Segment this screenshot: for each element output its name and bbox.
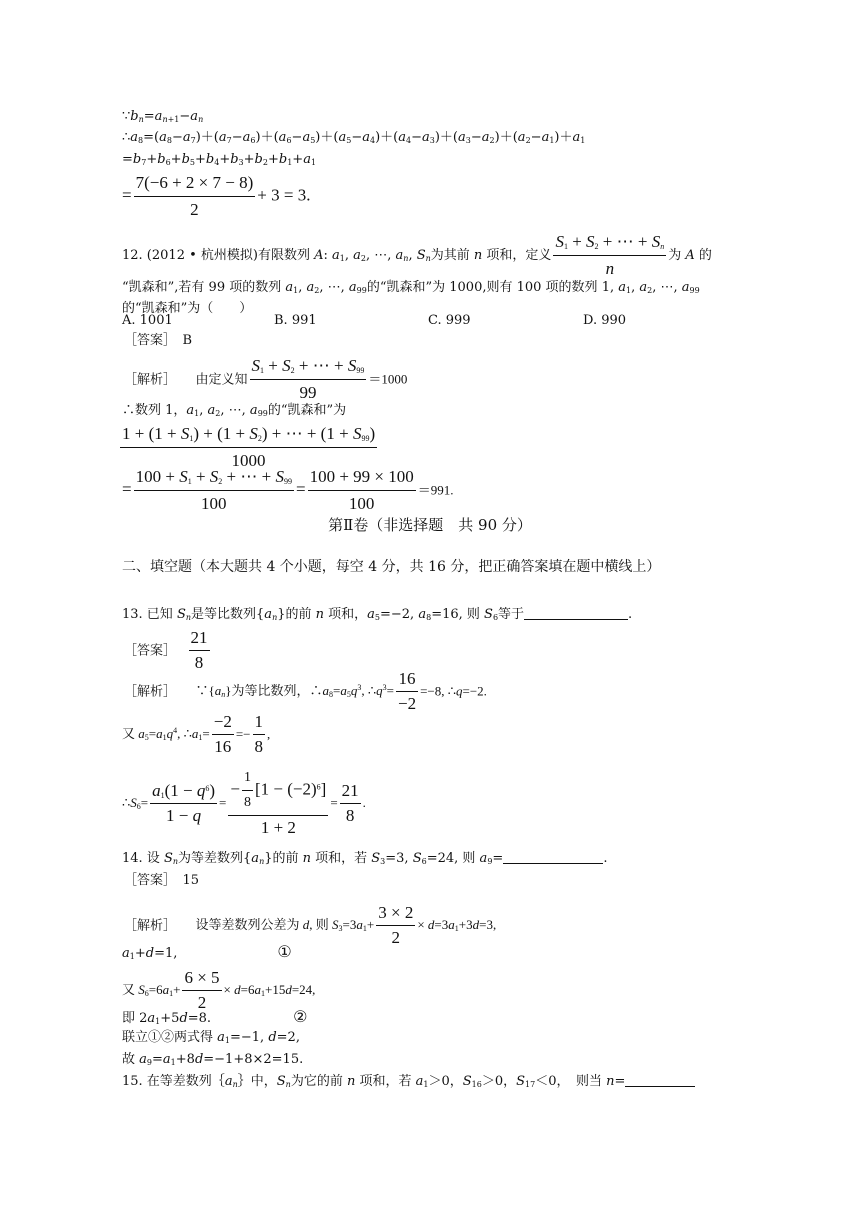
p14-answer-label: ［答案］ (124, 873, 170, 888)
p14-analysis-line-2: $a_1+d=1$, ① (122, 942, 292, 961)
p13-analysis-fraction-6 (340, 781, 361, 826)
p13-analysis-fraction-6-den: 8 (345, 805, 355, 825)
p12-option-a[interactable]: A. 1001 (122, 313, 173, 328)
p12-answer (124, 332, 192, 350)
p14-analysis-fraction-1 (376, 903, 415, 948)
p12-option-d[interactable]: D. 990 (583, 313, 627, 328)
p12-option-c[interactable]: C. 999 (428, 313, 471, 328)
p11-result: + 3 = 3. (257, 185, 311, 205)
p11-fraction (134, 172, 256, 221)
p12-analysis-prefix: 由定义知 (195, 371, 248, 387)
p12-answer-value: B (182, 333, 193, 348)
p12-analysis-fraction-1: $\frac{S_1 + S_2 + \cdots + S_{99}}{99}$ (251, 356, 365, 402)
p13-analysis-fraction-1-den: −2 (397, 694, 417, 713)
p14-analysis-fraction-2-den: 2 (197, 993, 207, 1012)
p15-answer-blank[interactable] (625, 1074, 695, 1087)
p13-inner-fraction-den: 8 (243, 795, 251, 810)
p13-analysis-fraction-6-num: 21 (340, 781, 361, 804)
p14-analysis-fraction-1-num: 3 × 2 (376, 903, 415, 926)
p12-stem-line-2: “凯森和”,若有 99 项的数列 $a_1$, $a_2$, ⋯, $a_{99}$的“凯森和”为 1000,则有 100 项的数列 1, $a_1$, $a_2$, ⋯, $a_{99}$ (122, 280, 700, 295)
p13-analysis-equals: =− (235, 726, 251, 742)
p13-analysis-fraction-1 (396, 669, 418, 714)
p12-analysis-fraction-1-den: 99 (299, 383, 317, 402)
p13-analysis-line-1: ［解析］ $\because\{a_n\}$为等比数列，$\therefore a_8=a_5q^3$, $\therefore q^3=$ $\frac{16}{-2}$ =−8, ∴q=−2. (124, 669, 487, 713)
p12-analysis-line-1 (124, 355, 407, 404)
p13-analysis-line-2: 又 $a_5=a_1q^4$, $\therefore a_1=$ $\frac{-2}{16}$ =− $\frac{1}{8}$ , (122, 712, 271, 756)
p14-answer-value: 15 (182, 873, 200, 888)
section-heading: 二、填空题（本大题共 4 个小题，每空 4 分，共 16 分，把正确答案填在题中横线上） (122, 559, 661, 575)
p14-analysis-fraction-1-den: 2 (391, 928, 401, 947)
p12-analysis-fraction-3-den: 100 (201, 494, 227, 513)
p12-analysis-result-2: ＝991. (417, 482, 454, 498)
p14-answer-blank[interactable] (503, 851, 603, 864)
p12-answer-label: ［答案］ (124, 333, 170, 348)
p12-options (122, 312, 626, 330)
p13-analysis-fraction-5-den: 1 + 2 (260, 818, 296, 837)
p12-analysis-line-3 (120, 423, 377, 472)
p13-analysis-line-3: $\therefore S_6=$ $\frac{a_1(1 - q^6)}{1 - q}$ = − $\frac{1}{8}$ $[1 - (-2)^6]$ 1 + 2 = $\frac{21}{8}$ . (122, 770, 366, 837)
p12-option-b[interactable]: B. 991 (274, 313, 317, 328)
p13-analysis-fraction-1-num: 16 (396, 669, 418, 692)
p12-definition-fraction: $\frac{S_1 + S_2 + \cdots + S_n}{n}$ (555, 232, 665, 278)
p11-line-2: $\therefore a_8=(a_8-a_7)+(a_7-a_6)+(a_6-a_5)+(a_5-a_4)+(a_4-a_3)+(a_3-a_2)+(a_2-a_1)+a_1$ (122, 130, 586, 145)
p11-line-1: $\because b_n=a_{n+1}-a_n$ (122, 109, 204, 124)
p14-analysis-fraction-2-num: 6 × 5 (182, 968, 221, 991)
p13-analysis-label: ［解析］ (124, 683, 170, 699)
section-title: 第Ⅱ卷（非选择题 共 90 分） (328, 516, 532, 534)
p13-analysis-fraction-3-den: 8 (254, 737, 263, 756)
p13-answer-den: 8 (194, 653, 204, 672)
p14-answer (124, 872, 199, 890)
p12-analysis-fraction-3: $\frac{100 + S_1 + S_2 + \cdots + S_{99}}{100}$ (135, 467, 292, 513)
p13-answer-label: ［答案］ (124, 642, 170, 658)
p12-stem-line-3: 的“凯森和”为（ ） (122, 301, 253, 316)
p12-analysis-result-1: ＝1000 (368, 371, 408, 387)
p12-stem-line-1: 12. (2012 • 杭州模拟)有限数列 A: $a_1$, $a_2$, ⋯, $a_n$, $S_n$为其前 n 项和，定义 $\frac{S_1 + S_2 + \cdots + S_n}{n}$ 为 A 的 (122, 232, 712, 278)
p14-analysis-line-3: 又 $S_6=6a_1+$ $\frac{6 \times 5}{2}$ × $d=6a_1+15d=24$, (122, 968, 316, 1012)
p14-analysis-line-5: 联立①②两式得 $a_1=-1$, d=2, (122, 1030, 300, 1045)
p12-analysis-fraction-4 (308, 466, 416, 515)
p12-analysis-line-2: ∴数列 1，$a_1$, $a_2$, ⋯, $a_{99}$的“凯森和”为 (122, 403, 347, 418)
p12-analysis-fraction-4-num: 100 + 99 × 100 (308, 466, 416, 491)
p13-analysis-fraction-3 (253, 712, 266, 757)
p13-stem: 13. 已知 $S_n$是等比数列$\{a_n\}$的前 n 项和，$a_5=-2$, $a_8=16$, 则 $S_6$等于 . (122, 607, 633, 622)
p13-analysis-fraction-5: − $\frac{1}{8}$ $[1 - (-2)^6]$ 1 + 2 (230, 770, 327, 837)
p14-analysis-fraction-2 (182, 968, 221, 1013)
p15-stem: 15. 在等差数列$\{a_n\}$中，$S_n$为它的前 n 项和，若 $a_1>0$，$S_{16}>0$，$S_{17}<0$， 则当 n= (122, 1073, 695, 1091)
p13-analysis-fraction-2 (212, 712, 234, 757)
p14-stem: 14. 设 $S_n$为等差数列$\{a_n\}$的前 n 项和，若 $S_3=3$, $S_6=24$, 则 $a_9=$ . (122, 851, 608, 866)
p12-analysis-label: ［解析］ (124, 371, 170, 387)
p12-analysis-line-4: = $\frac{100 + S_1 + S_2 + \cdots + S_{99}}{100}$ = $\frac{100 + 99 \times 100}{100}$ ＝991. (122, 467, 454, 513)
p12-analysis-fraction-2-den: 1000 (231, 451, 266, 470)
p14-equation-mark-1: ① (277, 942, 292, 961)
p13-analysis-fraction-2-num: −2 (212, 712, 234, 735)
p11-fraction-denominator: 2 (190, 200, 199, 219)
p13-inner-fraction-num: 1 (242, 768, 253, 791)
p13-analysis-fraction-4: $\frac{a_1(1 - q^6)}{1 - q}$ (152, 780, 216, 825)
p13-answer (124, 628, 212, 673)
p13-answer-blank[interactable] (524, 607, 628, 620)
p11-fraction-numerator: 7(−6 + 2 × 7 − 8) (134, 172, 256, 197)
p13-answer-fraction (189, 628, 210, 673)
p11-line-3: $=b_7+b_6+b_5+b_4+b_3+b_2+b_1+a_1$ (122, 152, 317, 167)
p14-equation-mark-2: ② (293, 1007, 308, 1026)
p13-answer-num: 21 (189, 628, 210, 651)
p12-analysis-fraction-2: $\frac{1 + (1 + S_1) + (1 + S_2) + \cdots + (1 + S_{99})}{1000}$ (122, 424, 376, 470)
p12-analysis-fraction-4-den: 100 (348, 494, 375, 513)
p14-analysis-line-4: 即 $2a_1+5d=8$. ② (122, 1007, 308, 1026)
p13-analysis-fraction-3-num: 1 (253, 712, 266, 735)
p14-analysis-line-6: 故 $a_9=a_1+8d=-1+8\times 2=15$. (122, 1052, 304, 1067)
p11-line-4: = $\frac{7(-6 + 2 \times 7 - 8)}{2}$ + 3 = 3. (122, 173, 311, 219)
p14-analysis-line-1: ［解析］ 设等差数列公差为 d, 则 $S_3=3a_1+$ $\frac{3 \times 2}{2}$ × $d=3a_1+3d=3$, (124, 903, 497, 947)
p13-analysis-fraction-2-den: 16 (214, 737, 232, 756)
p14-analysis-label: ［解析］ (124, 917, 170, 933)
